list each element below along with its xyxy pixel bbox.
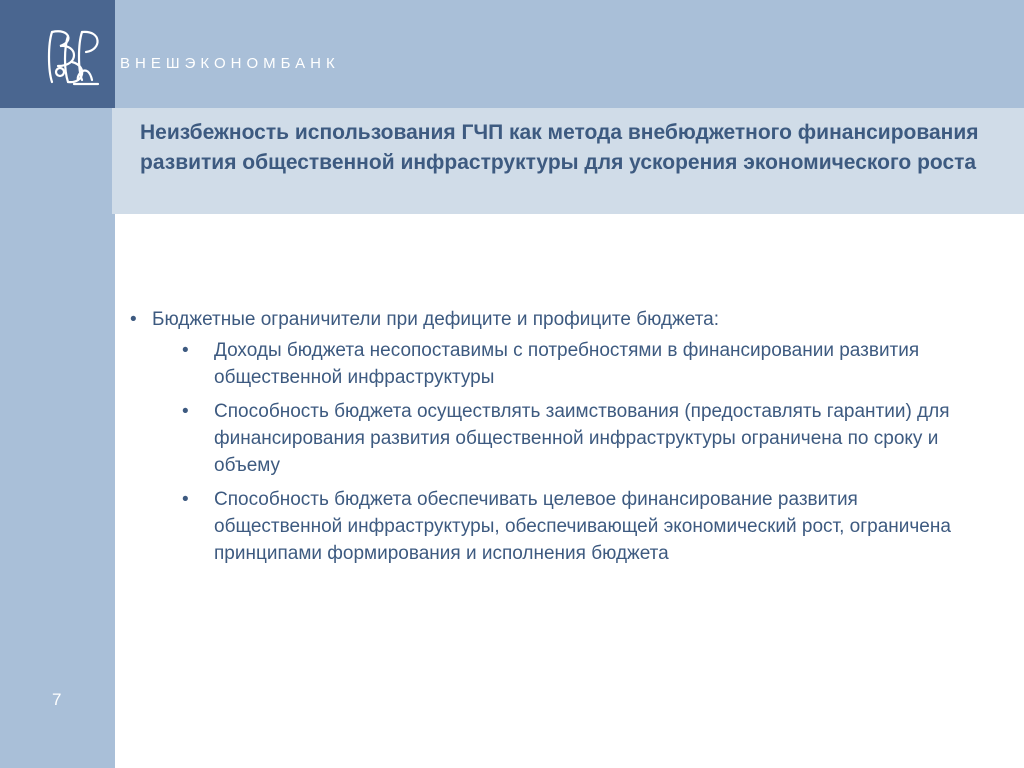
header-band bbox=[115, 0, 1024, 108]
bullet-icon: • bbox=[182, 340, 189, 361]
bullet-icon: • bbox=[130, 309, 137, 330]
sub-bullet-list bbox=[130, 337, 980, 567]
left-sidebar-strip bbox=[0, 108, 115, 768]
brand-name: ВНЕШЭКОНОМБАНК bbox=[120, 55, 340, 72]
sub-bullet-item bbox=[130, 398, 980, 479]
bullet-icon: • bbox=[182, 489, 189, 510]
sub-bullet-text: Способность бюджета осуществлять заимствования (предоставлять гарантии) для финансирования развития общественной инфраструктуры ограничена по сроку и объему bbox=[214, 401, 950, 476]
slide-title: Неизбежность использования ГЧП как метода внебюджетного финансирования развития общественной инфраструктуры для ускорения экономического роста bbox=[140, 121, 979, 174]
page-number: 7 bbox=[52, 690, 62, 709]
sub-bullet-item bbox=[130, 337, 980, 391]
sub-bullet-item bbox=[130, 486, 980, 567]
sub-bullet-text: Доходы бюджета несопоставимы с потребностями в финансировании развития общественной инфраструктуры bbox=[214, 340, 920, 388]
logo-block bbox=[0, 0, 115, 108]
veb-logo-icon bbox=[38, 22, 108, 92]
main-bullet-point bbox=[130, 306, 980, 333]
sub-bullet-text: Способность бюджета обеспечивать целевое финансирование развития общественной инфраструктуры, обеспечивающей экономический рост, ограничена принципами формирования и исполнения бюджета bbox=[214, 489, 951, 564]
bullet-icon: • bbox=[182, 401, 189, 422]
main-bullet-text: Бюджетные ограничители при дефиците и профиците бюджета: bbox=[152, 309, 720, 330]
slide-content bbox=[130, 306, 980, 574]
